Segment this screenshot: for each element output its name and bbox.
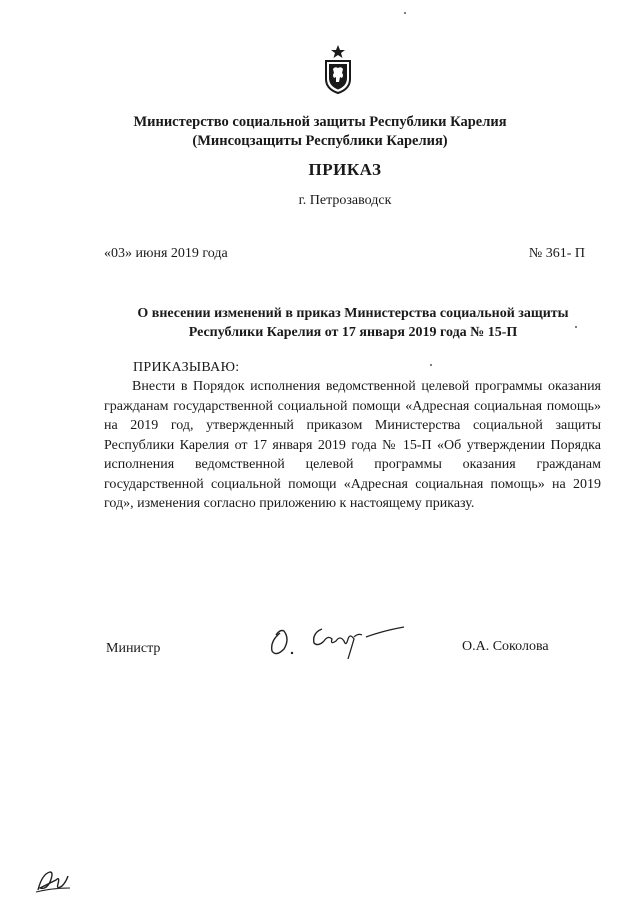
scan-artifact [430,364,432,366]
document-number: № 361- П [528,246,585,261]
document-subject: О внесении изменений в приказ Министерства социальной защиты Республики Карелия от 17 января 2019 года № 15-П [137,306,569,340]
document-city: г. Петрозаводск [298,193,392,208]
document-type: ПРИКАЗ [308,160,382,179]
order-directive: ПРИКАЗЫВАЮ: [133,360,240,375]
signer-title: Министр [106,641,161,656]
handwritten-initials-mark [34,866,72,894]
organization-short-name: (Минсоцзащиты Республики Карелия) [192,133,448,149]
scan-artifact [575,326,577,328]
order-body-text: Внести в Порядок исполнения ведомственной целевой программы оказания гражданам государственной социальной помощи «Адресная социальная помощь» на 2019 год, утвержденный приказом Министерства социальной защиты Республики Карелия от 17 января 2019 года № 15-П «Об утверждении Порядка исполнения ведомственной целевой программы оказания гражданам государственной социальной помощи «Адресная социальная помощь» на 2019 год», изменения согласно приложению к настоящему приказу. [104,379,601,511]
document-date: «03» июня 2019 года [104,246,228,261]
handwritten-signature [262,611,412,661]
coat-of-arms-icon [323,44,353,94]
organization-header [0,113,640,151]
signer-name: О.А. Соколова [462,639,549,654]
organization-name: Министерство социальной защиты Республики Карелия [133,114,507,130]
scan-artifact [404,12,406,14]
